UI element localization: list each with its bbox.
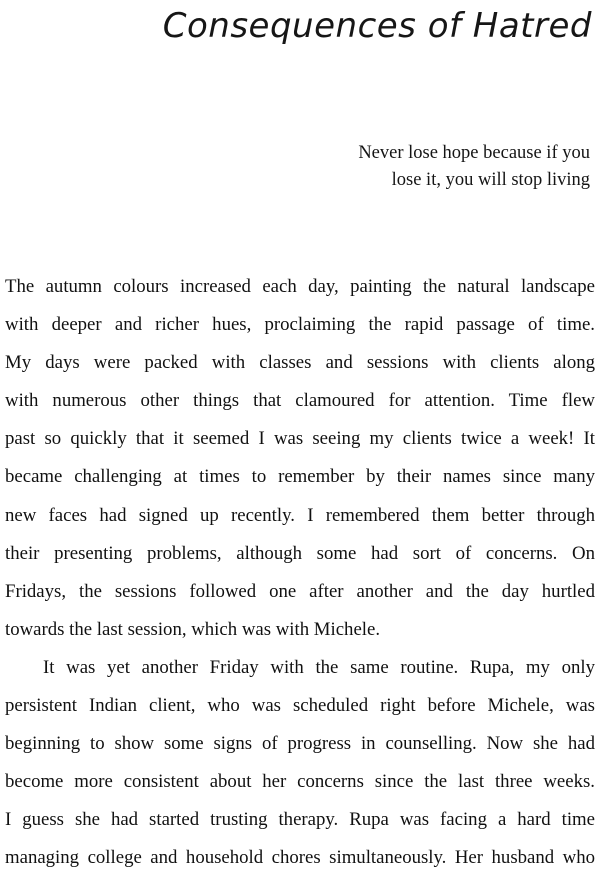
text-line: I guess she had started trusting therapy. Rupa was facing a hard time	[5, 809, 595, 831]
epigraph	[358, 140, 590, 194]
text-line: new faces had signed up recently. I remembered them better through	[5, 504, 595, 526]
chapter-title: Consequences of Hatred	[162, 6, 592, 46]
text-line: persistent Indian client, who was scheduled right before Michele, was	[5, 695, 595, 717]
paragraph	[5, 649, 595, 878]
body-text	[5, 268, 595, 878]
text-line: Fridays, the sessions followed one after another and the day hurtled	[5, 580, 595, 602]
text-line: with numerous other things that clamoured for attention. Time flew	[5, 390, 595, 412]
text-line: became challenging at times to remember by their names since many	[5, 466, 595, 488]
text-line: My days were packed with classes and sessions with clients along	[5, 352, 595, 374]
text-line: with deeper and richer hues, proclaiming the rapid passage of time.	[5, 314, 595, 336]
epigraph-line: Never lose hope because if you	[358, 143, 590, 163]
text-line: their presenting problems, although some had sort of concerns. On	[5, 542, 595, 564]
text-line: towards the last session, which was with Michele.	[5, 618, 381, 640]
text-line: become more consistent about her concerns since the last three weeks.	[5, 771, 595, 793]
text-line: The autumn colours increased each day, painting the natural landscape	[5, 276, 595, 297]
epigraph-line: lose it, you will stop living	[391, 170, 590, 190]
text-line: beginning to show some signs of progress in counselling. Now she had	[5, 733, 595, 755]
text-line: past so quickly that it seemed I was seeing my clients twice a week! It	[5, 428, 595, 450]
paragraph	[5, 268, 595, 649]
text-line: managing college and household chores simultaneously. Her husband who	[5, 847, 595, 869]
text-line: It was yet another Friday with the same routine. Rupa, my only	[43, 656, 595, 678]
